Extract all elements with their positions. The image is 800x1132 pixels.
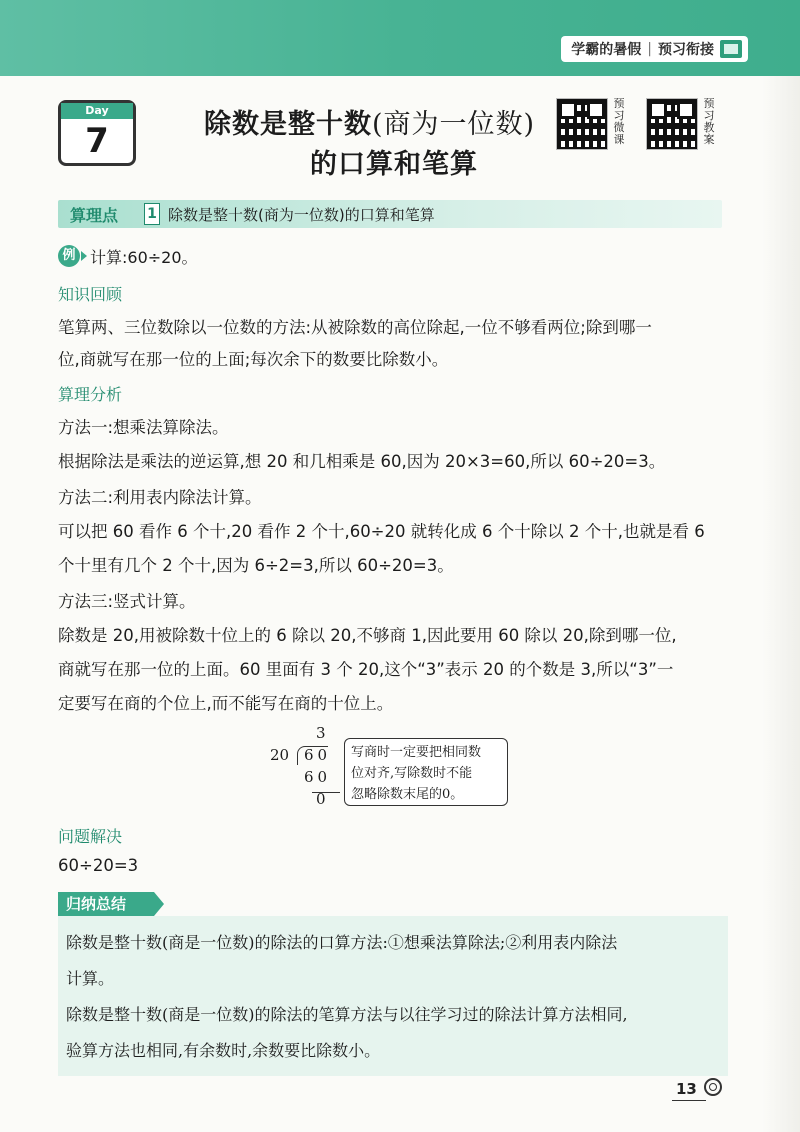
section-header: [58, 200, 722, 228]
title-main: 除数是整十数: [204, 109, 372, 140]
dividend: 60: [304, 746, 332, 764]
series-name: 学霸的暑假: [571, 42, 642, 58]
series-separator: |: [647, 41, 652, 57]
knowledge-heading: 知识回顾: [58, 285, 123, 304]
analysis-line: 商就写在那一位的上面。60 里面有 3 个 20,这个“3”表示 20 的个数是 3,所以“3”一: [58, 660, 674, 679]
analysis-heading: 算理分析: [58, 385, 123, 404]
analysis-line: 方法一:想乘法算除法。: [58, 418, 229, 437]
summary-line: 验算方法也相同,有余数时,余数要比除数小。: [66, 1041, 381, 1060]
analysis-line: 根据除法是乘法的逆运算,想 20 和几相乘是 60,因为 20×3=60,所以 60÷20=3。: [58, 452, 666, 471]
summary-box: [58, 916, 728, 1076]
division-note: [344, 738, 508, 806]
analysis-line: 定要写在商的个位上,而不能写在商的十位上。: [58, 694, 394, 713]
day-number: 7: [85, 121, 109, 161]
remainder: 0: [316, 790, 326, 808]
sun-icon: [704, 1078, 722, 1096]
title-paren: (商为一位数): [372, 109, 536, 140]
knowledge-line: 位,商就写在那一位的上面;每次余下的数要比除数小。: [58, 350, 449, 369]
example-row: [58, 244, 198, 268]
example-text: 计算:60÷20。: [90, 247, 198, 267]
quotient: 3: [316, 724, 326, 742]
divisor: 20: [270, 746, 290, 764]
summary-line: 计算。: [66, 969, 115, 988]
analysis-line: 除数是 20,用被除数十位上的 6 除以 20,不够商 1,因此要用 60 除以 20,除到哪一位,: [58, 626, 677, 645]
knowledge-line: 笔算两、三位数除以一位数的方法:从被除数的高位除起,一位不够看两位;除到哪一: [58, 318, 652, 337]
qr-code-icon[interactable]: [556, 98, 608, 150]
qr-code-icon[interactable]: [646, 98, 698, 150]
arrow-icon: [81, 251, 87, 261]
analysis-line: 可以把 60 看作 6 个十,20 看作 2 个十,60÷20 就转化成 6 个十除以 2 个十,也就是看 6: [58, 522, 705, 541]
page-title: [204, 102, 564, 141]
series-tag: [561, 36, 748, 62]
qr-label-2: 预习教案: [703, 97, 715, 146]
page-title-line2: 的口算和笔算: [310, 149, 478, 180]
solution-answer: 60÷20=3: [58, 856, 139, 875]
product: 60: [304, 768, 332, 786]
day-label: Day: [61, 103, 133, 119]
page-number: 13: [676, 1080, 697, 1098]
solution-heading: 问题解决: [58, 827, 123, 846]
series-subtitle: 预习衔接: [658, 42, 714, 58]
section-title: 算理点: [70, 206, 119, 225]
analysis-line: 方法二:利用表内除法计算。: [58, 488, 262, 507]
section-number: 1: [144, 203, 160, 225]
summary-line: 除数是整十数(商是一位数)的除法的口算方法:①想乘法算除法;②利用表内除法: [66, 933, 618, 952]
day-calendar-icon: [58, 100, 136, 166]
note-line: 写商时一定要把相同数: [351, 745, 482, 760]
qr-label-1: 预习微课: [613, 97, 625, 146]
section-text: 除数是整十数(商为一位数)的口算和笔算: [168, 206, 435, 224]
page-edge: [762, 76, 800, 1132]
analysis-line: 方法三:竖式计算。: [58, 592, 196, 611]
analysis-line: 个十里有几个 2 个十,因为 6÷2=3,所以 60÷20=3。: [58, 556, 454, 575]
summary-line: 除数是整十数(商是一位数)的除法的笔算方法与以往学习过的除法计算方法相同,: [66, 1005, 628, 1024]
page-number-rule: [672, 1100, 706, 1101]
example-badge: 例: [58, 245, 80, 267]
book-icon: [720, 40, 742, 58]
note-line: 位对齐,写除数时不能: [351, 766, 473, 781]
summary-tag: 归纳总结: [58, 892, 154, 916]
note-line: 忽略除数末尾的0。: [351, 787, 464, 802]
